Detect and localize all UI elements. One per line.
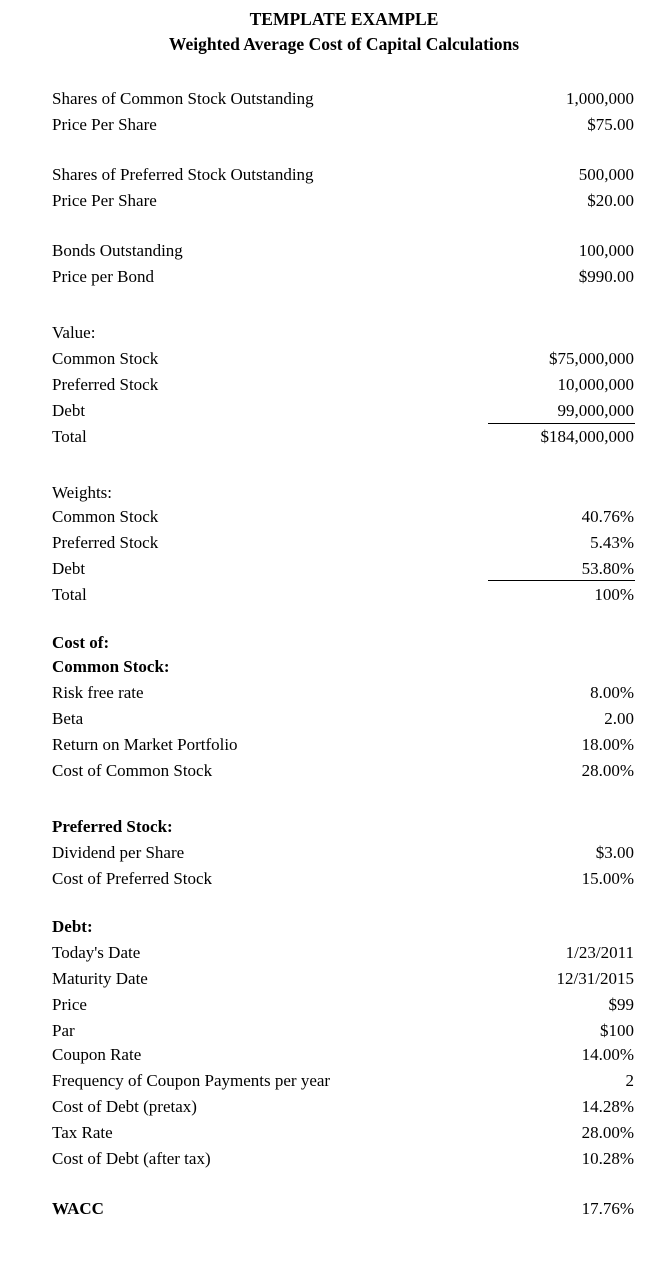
weights-heading-row	[52, 483, 634, 509]
weights-total-label: Total	[52, 585, 87, 604]
dividend-label: Dividend per Share	[52, 843, 185, 862]
common-price-row	[52, 115, 634, 141]
weights-common-label: Common Stock	[52, 507, 159, 526]
tax-rate-row	[52, 1123, 634, 1149]
market-return-value: 18.00%	[581, 735, 634, 754]
maturity-date-row	[52, 969, 634, 995]
cost-common-label: Cost of Common Stock	[52, 761, 213, 780]
bonds-outstanding-value: 100,000	[578, 241, 634, 260]
cost-preferred-row	[52, 869, 634, 895]
bond-price-label: Price per Bond	[52, 267, 154, 286]
bonds-outstanding-label: Bonds Outstanding	[52, 241, 183, 260]
tax-rate-value: 28.00%	[581, 1123, 634, 1142]
par-row	[52, 1021, 634, 1047]
value-debt-label: Debt	[52, 401, 86, 420]
weights-common-value: 40.76%	[581, 507, 634, 526]
todays-date-row	[52, 943, 634, 969]
value-common-row	[52, 349, 634, 375]
weights-debt-label: Debt	[52, 559, 86, 578]
coupon-rate-value: 14.00%	[581, 1045, 634, 1064]
cost-preferred-label: Cost of Preferred Stock	[52, 869, 213, 888]
bonds-outstanding-row	[52, 241, 634, 267]
title-line-1: TEMPLATE EXAMPLE	[249, 9, 439, 29]
preferred-price-row	[52, 191, 634, 217]
cost-debt-aftertax-label: Cost of Debt (after tax)	[52, 1149, 211, 1168]
todays-date-value: 1/23/2011	[565, 943, 634, 962]
weights-total-row	[52, 585, 634, 611]
coupon-frequency-value: 2	[625, 1071, 634, 1090]
par-value: $100	[600, 1021, 634, 1040]
debt-heading: Debt:	[52, 917, 93, 936]
weights-preferred-row	[52, 533, 634, 559]
cost-common-row	[52, 761, 634, 787]
weights-debt-value: 53.80%	[581, 559, 634, 578]
value-preferred-label: Preferred Stock	[52, 375, 159, 394]
value-preferred-value: 10,000,000	[557, 375, 634, 394]
preferred-heading: Preferred Stock:	[52, 817, 173, 836]
value-heading: Value:	[52, 323, 96, 342]
debt-price-label: Price	[52, 995, 87, 1014]
common-price-label: Price Per Share	[52, 115, 157, 134]
cost-of-heading: Cost of:	[52, 633, 110, 652]
preferred-shares-label: Shares of Preferred Stock Outstanding	[52, 165, 314, 184]
risk-free-row	[52, 683, 634, 709]
coupon-rate-label: Coupon Rate	[52, 1045, 142, 1064]
cost-common-heading: Common Stock:	[52, 657, 170, 676]
cost-of-heading-row	[52, 633, 634, 659]
beta-row	[52, 709, 634, 735]
value-preferred-row	[52, 375, 634, 401]
cost-debt-aftertax-row	[52, 1149, 634, 1175]
debt-price-row	[52, 995, 634, 1021]
dividend-value: $3.00	[595, 843, 634, 862]
weights-total-value: 100%	[594, 585, 634, 604]
value-common-label: Common Stock	[52, 349, 159, 368]
cost-common-value: 28.00%	[581, 761, 634, 780]
todays-date-label: Today's Date	[52, 943, 141, 962]
common-shares-label: Shares of Common Stock Outstanding	[52, 89, 314, 108]
wacc-value: 17.76%	[581, 1199, 634, 1218]
par-label: Par	[52, 1021, 75, 1040]
value-heading-row	[52, 323, 634, 349]
maturity-date-value: 12/31/2015	[556, 969, 634, 988]
weights-preferred-value: 5.43%	[590, 533, 634, 552]
bond-price-row	[52, 267, 634, 293]
preferred-heading-row	[52, 817, 634, 843]
wacc-row	[52, 1199, 634, 1225]
value-total-row	[52, 427, 634, 453]
title-line-2: Weighted Average Cost of Capital Calculations	[168, 34, 520, 54]
risk-free-value: 8.00%	[590, 683, 634, 702]
value-total-rule	[488, 423, 635, 424]
market-return-label: Return on Market Portfolio	[52, 735, 238, 754]
preferred-price-value: $20.00	[587, 191, 634, 210]
debt-heading-row	[52, 917, 634, 943]
coupon-frequency-row	[52, 1071, 634, 1097]
bond-price-value: $990.00	[578, 267, 634, 286]
weights-debt-row	[52, 559, 634, 585]
weights-total-rule	[488, 580, 635, 581]
cost-debt-pretax-label: Cost of Debt (pretax)	[52, 1097, 197, 1116]
common-price-value: $75.00	[587, 115, 634, 134]
value-total-label: Total	[52, 427, 87, 446]
risk-free-label: Risk free rate	[52, 683, 144, 702]
cost-debt-pretax-row	[52, 1097, 634, 1123]
beta-label: Beta	[52, 709, 84, 728]
tax-rate-label: Tax Rate	[52, 1123, 113, 1142]
common-shares-row	[52, 89, 634, 115]
weights-heading: Weights:	[52, 483, 113, 502]
common-shares-value: 1,000,000	[566, 89, 634, 108]
wacc-label: WACC	[52, 1199, 104, 1218]
cost-debt-aftertax-value: 10.28%	[581, 1149, 634, 1168]
coupon-frequency-label: Frequency of Coupon Payments per year	[52, 1071, 331, 1090]
cost-common-heading-row	[52, 657, 634, 683]
value-debt-value: 99,000,000	[557, 401, 634, 420]
preferred-shares-value: 500,000	[578, 165, 634, 184]
cost-preferred-value: 15.00%	[581, 869, 634, 888]
value-common-value: $75,000,000	[549, 349, 634, 368]
weights-preferred-label: Preferred Stock	[52, 533, 159, 552]
dividend-row	[52, 843, 634, 869]
value-total-value: $184,000,000	[540, 427, 634, 446]
debt-price-value: $99	[608, 995, 634, 1014]
preferred-shares-row	[52, 165, 634, 191]
beta-value: 2.00	[604, 709, 634, 728]
market-return-row	[52, 735, 634, 761]
maturity-date-label: Maturity Date	[52, 969, 148, 988]
weights-common-row	[52, 507, 634, 533]
cost-debt-pretax-value: 14.28%	[581, 1097, 634, 1116]
preferred-price-label: Price Per Share	[52, 191, 157, 210]
coupon-rate-row	[52, 1045, 634, 1071]
